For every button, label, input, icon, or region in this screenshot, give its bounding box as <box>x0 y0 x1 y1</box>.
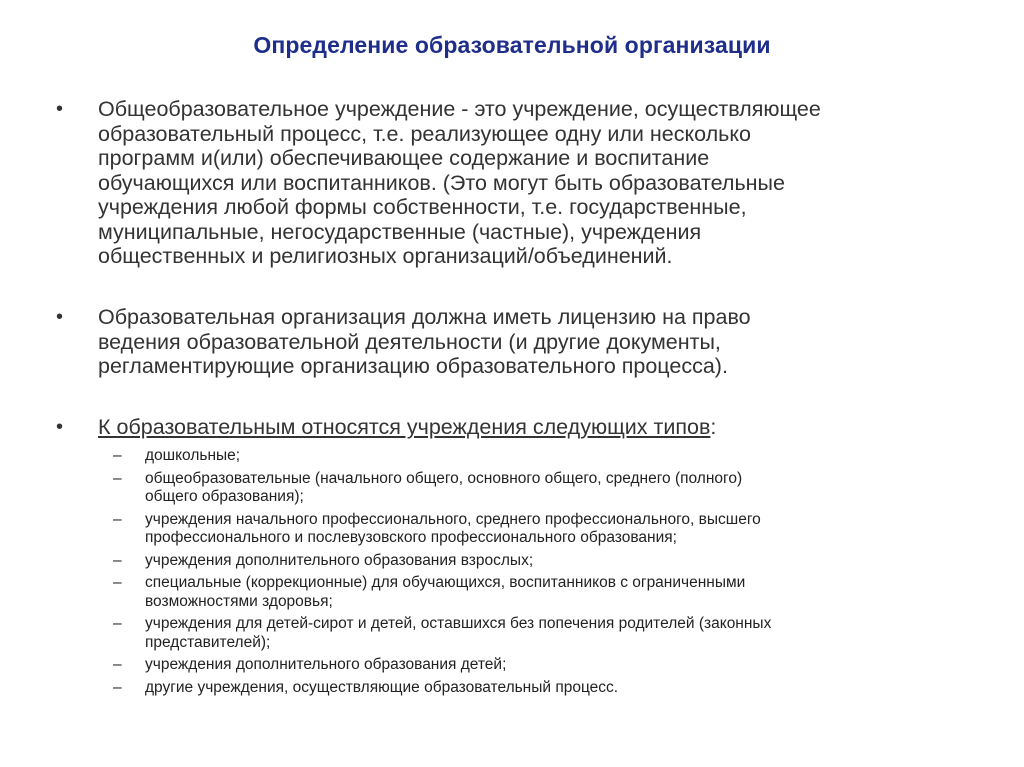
list-item <box>113 469 945 507</box>
paragraph-general-education <box>56 97 938 269</box>
list-item-line: другие учреждения, осуществляющие образовательный процесс. <box>145 678 619 696</box>
paragraph-line: программ и(или) обеспечивающее содержание и воспитание <box>98 146 710 170</box>
paragraph-line: обучающихся или воспитанников. (Это могут быть образовательные <box>98 170 785 195</box>
list-item-line: представителей); <box>145 633 271 651</box>
list-item <box>113 656 945 675</box>
paragraph-line: учреждения любой формы собственности, т.е. государственные, <box>98 195 747 219</box>
dash-icon: – <box>113 615 122 632</box>
list-item-line: дошкольные; <box>145 447 241 464</box>
list-item-line: учреждения для детей-сирот и детей, оставшихся без попечения родителей (законных <box>145 615 772 632</box>
list-item <box>113 447 945 466</box>
list-item-line: учреждения начального профессионального, среднего профессионального, высшего <box>145 510 761 528</box>
paragraph-line: Общеобразовательное учреждение - это учреждение, осуществляющее <box>98 97 821 121</box>
bullet-icon: • <box>56 98 64 120</box>
list-item-line: профессионального и послевузовского профессионального образования; <box>145 529 677 546</box>
list-item-line: учреждения дополнительного образования детей; <box>145 656 507 673</box>
types-heading-text: К образовательным относятся учреждения следующих типов <box>98 415 711 439</box>
dash-icon: – <box>113 447 122 464</box>
list-item-line: общеобразовательные (начального общего, основного общего, среднего (полного) <box>145 469 743 487</box>
dash-icon: – <box>113 551 122 569</box>
dash-icon: – <box>113 656 122 673</box>
paragraph-line: образовательный процесс, т.е. реализующее одну или несколько <box>98 121 751 146</box>
paragraph-line: ведения образовательной деятельности (и другие документы, <box>98 329 721 354</box>
types-heading-colon: : <box>710 415 717 439</box>
paragraph-line: муниципальные, негосударственные (частные), учреждения <box>98 219 702 244</box>
dash-icon: – <box>113 469 122 487</box>
list-item-line: специальные (коррекционные) для обучающихся, воспитанников с ограниченными <box>145 574 746 591</box>
dash-icon: – <box>113 510 122 528</box>
list-item-line: возможностями здоровья; <box>145 592 333 610</box>
list-item-line: учреждения дополнительного образования взрослых; <box>145 551 534 569</box>
list-item <box>113 574 945 611</box>
paragraph-license <box>56 305 938 379</box>
bullet-icon: • <box>56 416 64 438</box>
slide-title: Определение образовательной организации <box>253 32 771 58</box>
paragraph-types-heading <box>56 415 938 440</box>
list-item <box>113 615 945 652</box>
institution-types-list <box>113 447 945 701</box>
paragraph-line: общественных и религиозных организаций/объединений. <box>98 244 673 268</box>
paragraph-line: регламентирующие организацию образовательного процесса). <box>98 354 728 378</box>
dash-icon: – <box>113 574 122 591</box>
paragraph-line: Образовательная организация должна иметь лицензию на право <box>98 305 751 329</box>
list-item <box>113 510 945 548</box>
list-item-line: общего образования); <box>145 488 304 505</box>
bullet-icon: • <box>56 306 64 328</box>
list-item <box>113 678 945 698</box>
dash-icon: – <box>113 678 122 696</box>
list-item <box>113 551 945 571</box>
